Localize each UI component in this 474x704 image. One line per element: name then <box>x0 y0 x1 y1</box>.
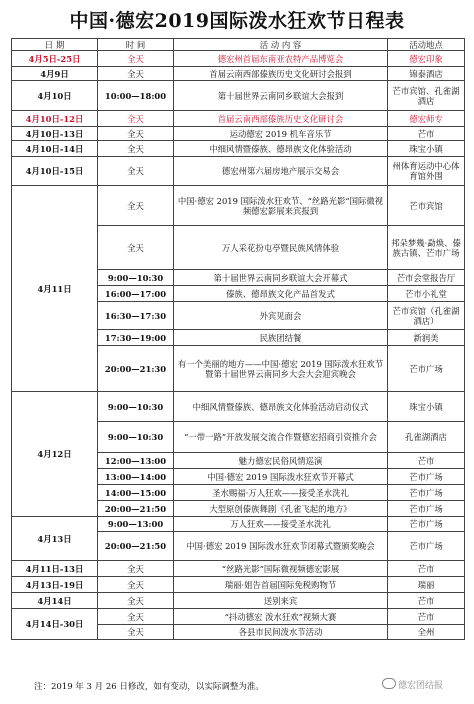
date-cell: 4月11日-13日 <box>12 561 98 577</box>
content-cell: 中国·德宏 2019 国际泼水狂欢节、“丝路光影”国际微视频德宏影展来宾报到 <box>174 186 388 226</box>
time-cell: 全天 <box>98 157 174 186</box>
content-cell: 首届云南西部傣族历史文化研讨会 <box>174 111 388 127</box>
table-row <box>12 517 465 532</box>
table-row <box>12 186 465 226</box>
time-cell: 全天 <box>98 561 174 577</box>
content-cell: 傣族、德昂族文化产品首发式 <box>174 286 388 302</box>
venue-cell: 州体育运动中心体育馆外围 <box>388 157 465 186</box>
venue-cell: 芒市广场 <box>388 469 465 485</box>
header-date: 日 期 <box>12 39 98 51</box>
time-cell: 14:00—15:00 <box>98 485 174 501</box>
date-cell: 4月11日 <box>12 186 98 392</box>
date-cell: 4月12日 <box>12 392 98 517</box>
table-row <box>12 561 465 577</box>
content-cell: 外宾见面会 <box>174 302 388 330</box>
page-title: 中国·德宏2019国际泼水狂欢节日程表 <box>69 10 405 32</box>
time-cell: 全天 <box>98 127 174 141</box>
footnote: 注：2019 年 3 月 26 日修改，如有变动，以实际调整为准。 <box>34 682 264 692</box>
venue-cell: 全州 <box>388 625 465 640</box>
time-cell: 全天 <box>98 186 174 226</box>
date-cell: 4月10日-15日 <box>12 157 98 186</box>
table-row <box>12 157 465 186</box>
content-cell: 第十届世界云南同乡联谊大会开幕式 <box>174 270 388 286</box>
table-row <box>12 609 465 625</box>
time-cell: 20:00—21:50 <box>98 501 174 517</box>
time-cell: 10:00—18:00 <box>98 81 174 111</box>
content-cell: 中国·德宏 2019 国际泼水狂欢节开幕式 <box>174 469 388 485</box>
venue-cell: 芒市 <box>388 453 465 469</box>
content-cell: 第十届世界云南同乡联谊大会报到 <box>174 81 388 111</box>
venue-cell: 芒市广场 <box>388 532 465 561</box>
time-cell: 16:30—17:30 <box>98 302 174 330</box>
content-cell: 中国·德宏 2019 国际泼水狂欢节闭幕式暨颁奖晚会 <box>174 532 388 561</box>
watermark <box>382 678 443 691</box>
date-cell: 4月14日-30日 <box>12 609 98 640</box>
venue-cell: 芒市宾馆（孔雀湖酒店） <box>388 302 465 330</box>
table-row <box>12 141 465 157</box>
venue-cell: 芒市 <box>388 127 465 141</box>
date-cell: 4月13日-19日 <box>12 577 98 593</box>
content-cell: 万人采花扮屯亭暨民族风情体验 <box>174 226 388 270</box>
table-header-row <box>12 39 465 51</box>
header-time: 时 间 <box>98 39 174 51</box>
table-row <box>12 577 465 593</box>
content-cell: 魅力德宏民俗风情巡演 <box>174 453 388 469</box>
venue-cell: 芒市会堂报告厅 <box>388 270 465 286</box>
time-cell: 全天 <box>98 51 174 67</box>
date-cell: 4月10日-12日 <box>12 111 98 127</box>
table-row <box>12 81 465 111</box>
time-cell: 全天 <box>98 593 174 609</box>
time-cell: 13:00—14:00 <box>98 469 174 485</box>
date-cell: 4月9日 <box>12 67 98 81</box>
venue-cell: 瑞丽 <box>388 577 465 593</box>
content-cell: 送别来宾 <box>174 593 388 609</box>
time-cell: 17:30—19:00 <box>98 330 174 346</box>
time-cell: 12:00—13:00 <box>98 453 174 469</box>
table-row <box>12 111 465 127</box>
content-cell: 大型原创傣族舞剧《孔雀飞起的地方》 <box>174 501 388 517</box>
time-cell: 全天 <box>98 67 174 81</box>
venue-cell: 芒市宾馆 <box>388 186 465 226</box>
time-cell: 20:00—21:30 <box>98 346 174 392</box>
content-cell: 瑞丽·姐告首届国际免税购物节 <box>174 577 388 593</box>
time-cell: 9:00—13:00 <box>98 517 174 532</box>
time-cell: 全天 <box>98 625 174 640</box>
venue-cell: 芒市 <box>388 609 465 625</box>
header-content: 活 动 内 容 <box>174 39 388 51</box>
table-row <box>12 67 465 81</box>
table-row <box>12 593 465 609</box>
content-cell: 有一个美丽的地方——中国·德宏 2019 国际泼水狂欢节暨第十届世界云南同乡大会大会迎宾晚会 <box>174 346 388 392</box>
venue-cell: 芒市广场 <box>388 517 465 532</box>
venue-cell: 芒市小礼堂 <box>388 286 465 302</box>
schedule-table <box>11 38 465 640</box>
time-cell: 9:00—10:30 <box>98 270 174 286</box>
content-cell: 万人狂欢——接受圣水洗礼 <box>174 517 388 532</box>
venue-cell: 芒市 <box>388 593 465 609</box>
content-cell: 运动德宏 2019 机车音乐节 <box>174 127 388 141</box>
venue-cell: 芒市宾馆、孔雀湖酒店 <box>388 81 465 111</box>
venue-cell: 锦泰酒店 <box>388 67 465 81</box>
time-cell: 全天 <box>98 111 174 127</box>
venue-cell: 德宏师专 <box>388 111 465 127</box>
content-cell: 德宏州第六届房地产展示交易会 <box>174 157 388 186</box>
content-cell: 圣水赐福·万人狂欢——接受圣水洗礼 <box>174 485 388 501</box>
content-cell: 民族团结餐 <box>174 330 388 346</box>
venue-cell: 珠宝小镇 <box>388 392 465 422</box>
wechat-icon <box>382 678 396 689</box>
date-cell: 4月13日 <box>12 517 98 561</box>
table-row <box>12 392 465 422</box>
venue-cell: 芒市广场 <box>388 501 465 517</box>
table-row <box>12 127 465 141</box>
watermark-text: 德宏团结报 <box>398 681 444 691</box>
date-cell: 4月10日-14日 <box>12 141 98 157</box>
venue-cell: 邦朵梦幾·勐焕、傣族古镇、芒市广场 <box>388 226 465 270</box>
content-cell: 首届云南西部傣族历史文化研讨会报到 <box>174 67 388 81</box>
time-cell: 16:00—17:00 <box>98 286 174 302</box>
time-cell: 20:00—21:50 <box>98 532 174 561</box>
content-cell: 各县市民间泼水节活动 <box>174 625 388 640</box>
venue-cell: 珠宝小镇 <box>388 141 465 157</box>
table-row <box>12 51 465 67</box>
date-cell: 4月10日 <box>12 81 98 111</box>
time-cell: 全天 <box>98 226 174 270</box>
time-cell: 全天 <box>98 577 174 593</box>
venue-cell: 德宏印象 <box>388 51 465 67</box>
venue-cell: 芒市广场 <box>388 346 465 392</box>
content-cell: “一带一路”开放发展交流合作暨德宏招商引资推介会 <box>174 422 388 453</box>
venue-cell: 孔雀湖酒店 <box>388 422 465 453</box>
date-cell: 4月5日-25日 <box>12 51 98 67</box>
venue-cell: 芒市广场 <box>388 485 465 501</box>
time-cell: 全天 <box>98 609 174 625</box>
time-cell: 9:00—10:30 <box>98 392 174 422</box>
content-cell: “抖动德宏 泼水狂欢”视频大赛 <box>174 609 388 625</box>
content-cell: 中细风情暨傣族、德昂族文化体验活动启动仪式 <box>174 392 388 422</box>
venue-cell: 芒市 <box>388 561 465 577</box>
header-venue: 活动地点 <box>388 39 465 51</box>
date-cell: 4月10日-13日 <box>12 127 98 141</box>
time-cell: 9:00—10:30 <box>98 422 174 453</box>
content-cell: 中细风情暨傣族、德昂族文化体验活动 <box>174 141 388 157</box>
content-cell: 德宏州首届东南亚农特产品博览会 <box>174 51 388 67</box>
content-cell: “丝路光影”国际微视频德宏影展 <box>174 561 388 577</box>
date-cell: 4月14日 <box>12 593 98 609</box>
time-cell: 全天 <box>98 141 174 157</box>
venue-cell: 新润美 <box>388 330 465 346</box>
